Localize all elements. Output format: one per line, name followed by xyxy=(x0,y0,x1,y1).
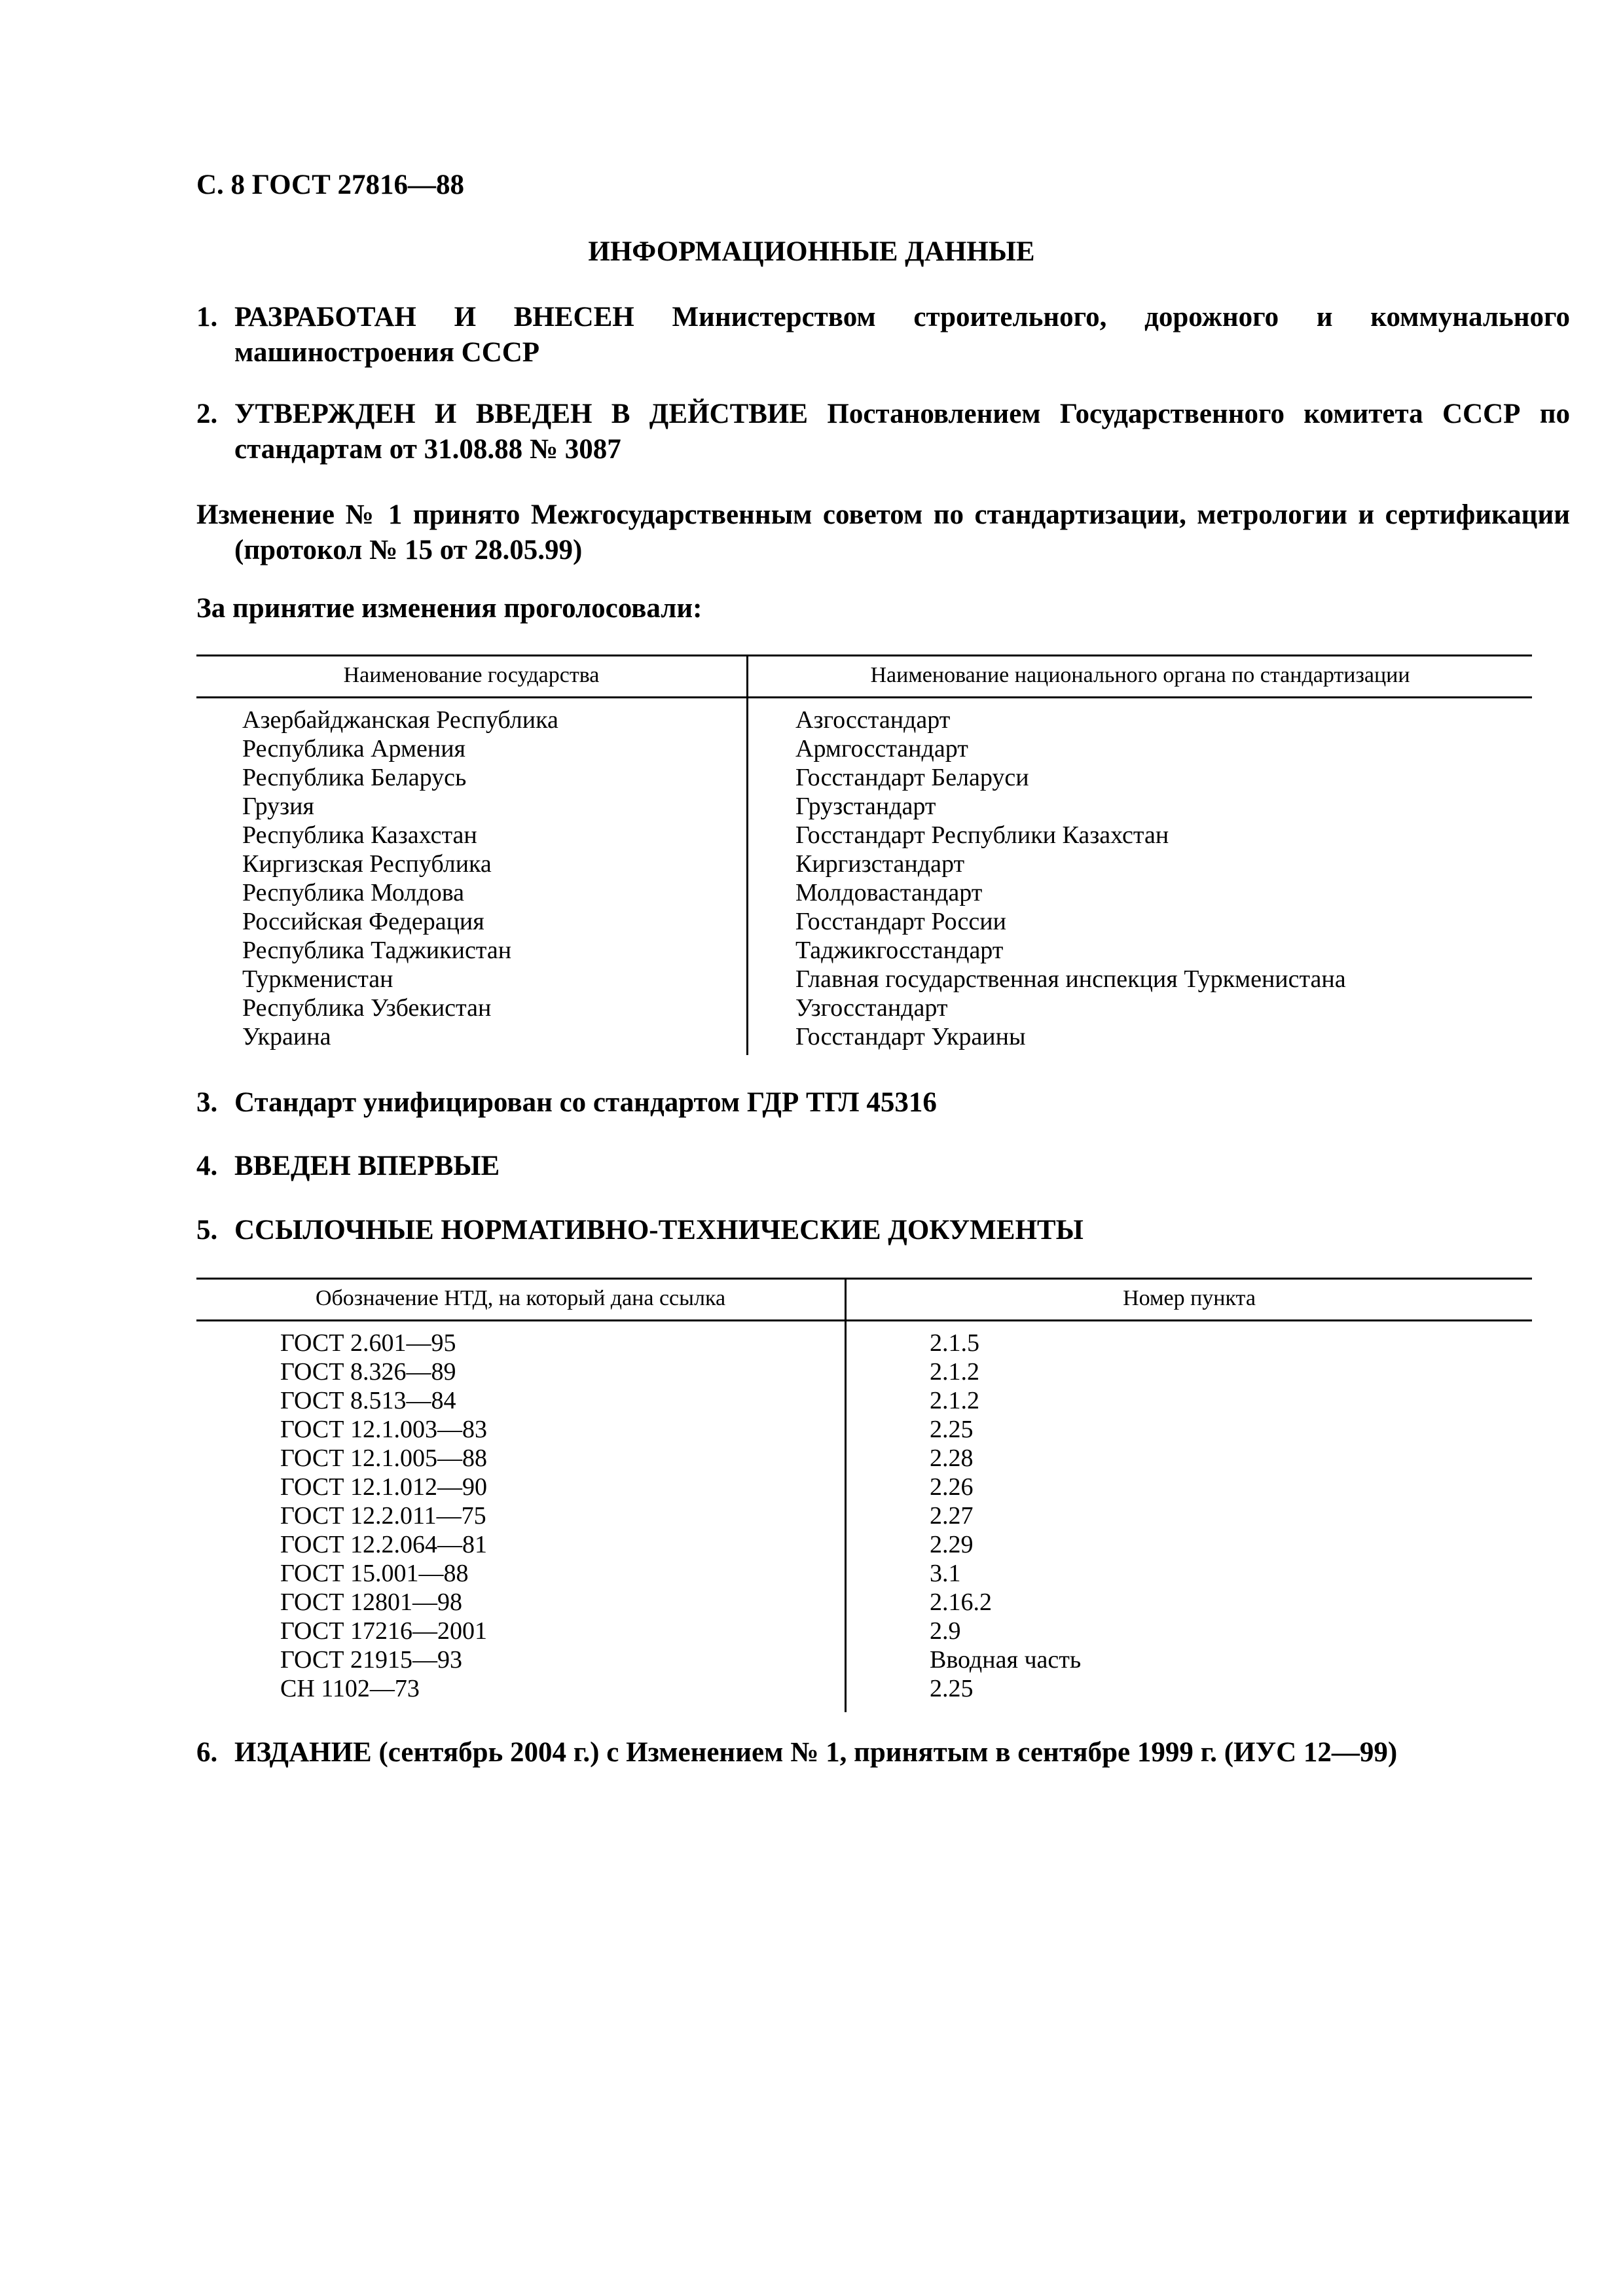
item-number: 4. xyxy=(196,1151,218,1181)
table-header-item: Номер пункта xyxy=(1123,1286,1256,1310)
table-cell-state: Республика Беларусь xyxy=(242,764,467,791)
table-cell-body: Узгосстандарт xyxy=(795,994,948,1022)
references-table xyxy=(196,1278,1532,1716)
table-rule-header xyxy=(196,1319,1532,1321)
table-header-body: Наименование национального органа по стандартизации xyxy=(870,663,1410,687)
states-column xyxy=(242,706,558,1051)
table-cell-body: Молдовастандарт xyxy=(795,879,983,906)
table-cell-item: 2.1.2 xyxy=(930,1387,979,1414)
table-cell-item: 2.25 xyxy=(930,1416,974,1443)
table-cell-state: Туркменистан xyxy=(242,965,393,993)
table-cell-item: 2.16.2 xyxy=(930,1588,992,1616)
item-number: 2. xyxy=(196,399,218,429)
table-column-divider xyxy=(746,655,748,1055)
table-cell-item: 2.28 xyxy=(930,1444,974,1472)
table-cell-body: Киргизстандарт xyxy=(795,850,965,878)
table-cell-item: 2.27 xyxy=(930,1502,974,1530)
docs-column xyxy=(280,1329,487,1703)
table-cell-item: 2.29 xyxy=(930,1531,974,1558)
table-cell-doc: ГОСТ 12.2.011—75 xyxy=(280,1502,486,1530)
item-developed xyxy=(196,300,1570,370)
table-cell-item: Вводная часть xyxy=(930,1646,1082,1674)
bodies-column xyxy=(795,706,1346,1051)
table-cell-body: Армгосстандарт xyxy=(795,735,968,762)
item-edition xyxy=(196,1735,1570,1770)
item-text: Стандарт унифицирован со стандартом ГДР ТГЛ 45316 xyxy=(234,1087,937,1118)
table-cell-doc: ГОСТ 12.1.005—88 xyxy=(280,1444,487,1472)
table-cell-body: Главная государственная инспекция Туркменистана xyxy=(795,965,1346,993)
table-cell-item: 2.25 xyxy=(930,1675,974,1702)
table-cell-state: Республика Казахстан xyxy=(242,821,477,849)
table-header-state: Наименование государства xyxy=(343,663,600,687)
table-rule-top xyxy=(196,1278,1532,1280)
table-cell-doc: ГОСТ 21915—93 xyxy=(280,1646,462,1674)
table-cell-doc: ГОСТ 8.513—84 xyxy=(280,1387,456,1414)
table-cell-doc: ГОСТ 12.1.003—83 xyxy=(280,1416,487,1443)
table-rule-header xyxy=(196,696,1532,698)
item-number: 5. xyxy=(196,1215,218,1246)
table-cell-state: Республика Армения xyxy=(242,735,466,762)
item-approved xyxy=(196,397,1570,467)
amendment-note xyxy=(196,497,1570,568)
items-column xyxy=(930,1329,1081,1703)
voting-table xyxy=(196,655,1532,1060)
table-cell-doc: ГОСТ 12.2.064—81 xyxy=(280,1531,487,1558)
table-cell-doc: ГОСТ 12.1.012—90 xyxy=(280,1473,487,1501)
item-introduced xyxy=(196,1149,1570,1184)
item-number: 1. xyxy=(196,302,218,332)
table-cell-doc: ГОСТ 8.326—89 xyxy=(280,1358,456,1386)
amendment-text: Изменение № 1 принято Межгосударственным советом по стандартизации, метрологии и сертификации (протокол № 15 от 28.05.99) xyxy=(196,499,1570,565)
item-references xyxy=(196,1213,1570,1248)
table-cell-doc: СН 1102—73 xyxy=(280,1675,420,1702)
table-cell-body: Госстандарт Республики Казахстан xyxy=(795,821,1169,849)
item-text: ВВЕДЕН ВПЕРВЫЕ xyxy=(234,1151,500,1181)
voted-heading: За принятие изменения проголосовали: xyxy=(196,593,702,624)
table-column-divider xyxy=(845,1278,847,1712)
table-rule-top xyxy=(196,655,1532,656)
table-cell-item: 2.26 xyxy=(930,1473,974,1501)
table-cell-doc: ГОСТ 2.601—95 xyxy=(280,1329,456,1357)
table-cell-state: Грузия xyxy=(242,793,314,820)
table-cell-item: 2.9 xyxy=(930,1617,961,1645)
table-cell-state: Украина xyxy=(242,1023,331,1050)
table-cell-state: Азербайджанская Республика xyxy=(242,706,558,734)
table-cell-doc: ГОСТ 15.001—88 xyxy=(280,1560,469,1587)
table-cell-doc: ГОСТ 12801—98 xyxy=(280,1588,462,1616)
table-cell-state: Республика Молдова xyxy=(242,879,465,906)
table-cell-body: Грузстандарт xyxy=(795,793,936,820)
item-number: 3. xyxy=(196,1087,218,1118)
table-cell-body: Госстандарт Беларуси xyxy=(795,764,1029,791)
item-number: 6. xyxy=(196,1737,218,1768)
table-cell-state: Республика Узбекистан xyxy=(242,994,492,1022)
item-text: ИЗДАНИЕ (сентябрь 2004 г.) с Изменением № 1, принятым в сентябре 1999 г. (ИУС 12—99) xyxy=(234,1737,1398,1768)
page-header: С. 8 ГОСТ 27816—88 xyxy=(196,170,465,200)
table-cell-state: Российская Федерация xyxy=(242,908,484,935)
item-text: ССЫЛОЧНЫЕ НОРМАТИВНО-ТЕХНИЧЕСКИЕ ДОКУМЕНТЫ xyxy=(234,1215,1084,1246)
table-cell-item: 3.1 xyxy=(930,1560,961,1587)
table-cell-body: Госстандарт России xyxy=(795,908,1006,935)
table-cell-doc: ГОСТ 17216—2001 xyxy=(280,1617,487,1645)
item-text: УТВЕРЖДЕН И ВВЕДЕН В ДЕЙСТВИЕ Постановлением Государственного комитета СССР по стандартам от 31.08.88 № 3087 xyxy=(234,399,1570,465)
table-cell-item: 2.1.2 xyxy=(930,1358,979,1386)
document-title: ИНФОРМАЦИОННЫЕ ДАННЫЕ xyxy=(588,236,1035,267)
table-cell-body: Таджикгосстандарт xyxy=(795,937,1004,964)
table-cell-item: 2.1.5 xyxy=(930,1329,979,1357)
item-text: РАЗРАБОТАН И ВНЕСЕН Министерством строительного, дорожного и коммунального машиностроения СССР xyxy=(234,302,1570,368)
table-cell-body: Госстандарт Украины xyxy=(795,1023,1026,1050)
table-header-doc: Обозначение НТД, на который дана ссылка xyxy=(315,1286,726,1310)
table-cell-state: Республика Таджикистан xyxy=(242,937,512,964)
table-cell-state: Киргизская Республика xyxy=(242,850,492,878)
table-cell-body: Азгосстандарт xyxy=(795,706,951,734)
item-unified xyxy=(196,1085,1570,1121)
